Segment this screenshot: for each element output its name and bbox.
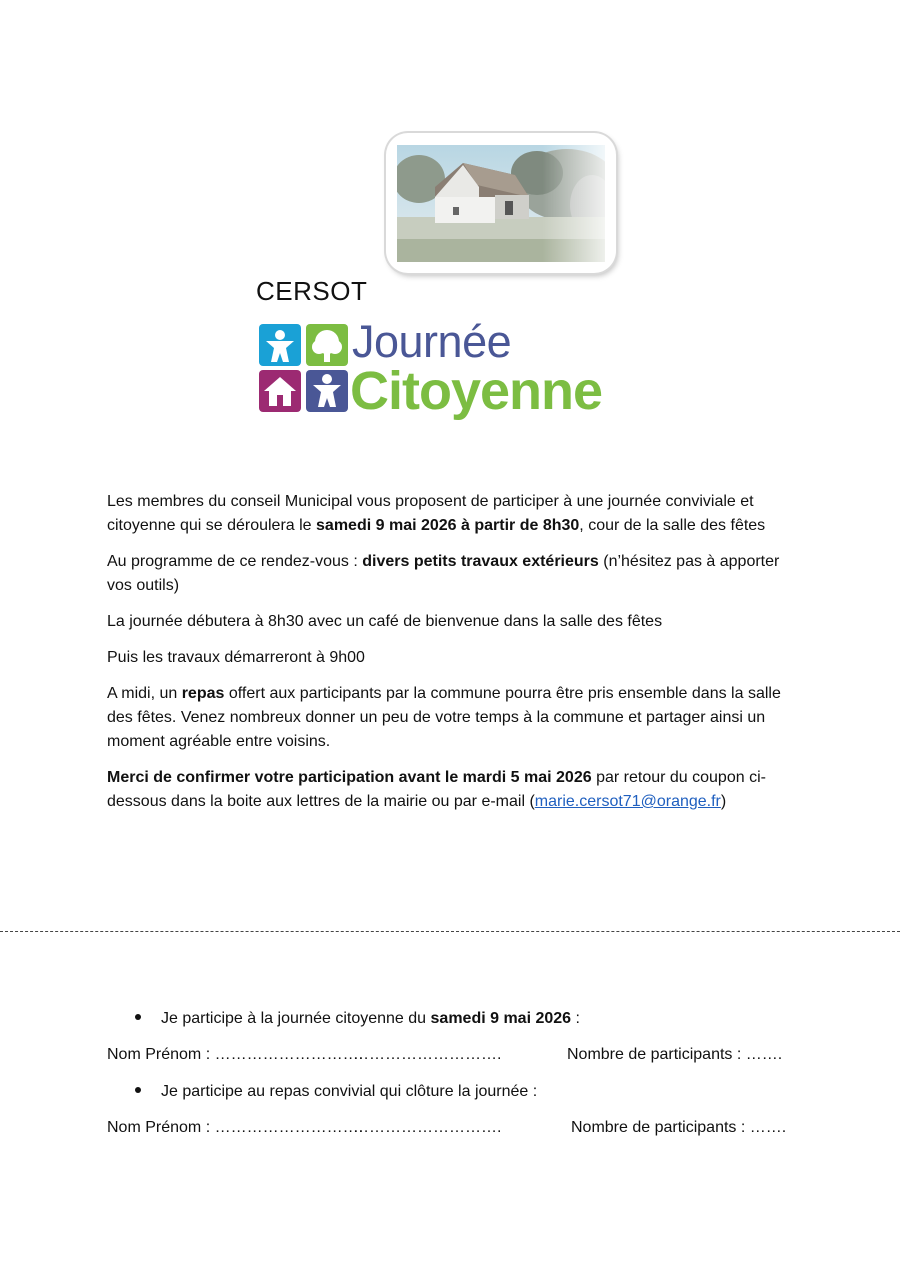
bullet-icon [135,1014,141,1020]
coupon-name-field-1[interactable]: Nom Prénom : ………………………. [107,1046,364,1063]
logo-title-journee: Journée [352,316,512,367]
coupon-name-dots-2[interactable]: ………………………. [353,1119,502,1136]
coupon-item-meal: Je participe au repas convivial qui clôture la journée : [135,1080,537,1104]
paragraph-intro: Les membres du conseil Municipal vous proposent de participer à une journée conviviale et citoyenne qui se déroulera le samedi 9 mai 2026 à partir de 8h30, cour de la salle des fêtes [107,493,766,534]
paragraph-work-time: Puis les travaux démarreront à 9h00 [107,649,365,666]
paragraph-start-time: La journée débutera à 8h30 avec un café de bienvenue dans la salle des fêtes [107,613,663,630]
coupon-name-dots-1[interactable]: ………………………. [353,1046,502,1063]
journee-citoyenne-logo-icons [259,322,351,414]
coupon-name-field-2[interactable]: Nom Prénom : ………………………. [107,1119,364,1136]
coupon-item-day: Je participe à la journée citoyenne du samedi 9 mai 2026 : [135,1007,580,1031]
logo-title-citoyenne: Citoyenne [350,361,603,421]
village-hall-image [397,145,605,262]
coupon-count-field-1[interactable]: Nombre de participants : ……. [567,1046,783,1063]
email-link[interactable]: marie.cersot71@orange.fr [534,793,721,810]
coupon-count-field-2[interactable]: Nombre de participants : ……. [571,1119,787,1136]
coupon-cut-line [0,931,900,932]
village-hall-photo [386,133,616,273]
paragraph-confirm: Merci de confirmer votre participation avant le mardi 5 mai 2026 par retour du coupon ci-dessous dans la boite aux lettres de la mairie ou par e-mail (marie.cersot71@orange.fr) [107,769,766,810]
town-name: CERSOT [256,276,368,306]
paragraph-program: Au programme de ce rendez-vous : divers petits travaux extérieurs (n’hésitez pas à apporter vos outils) [107,553,780,594]
bullet-icon [135,1087,141,1093]
paragraph-lunch: A midi, un repas offert aux participants par la commune pourra être pris ensemble dans la salle des fêtes. Venez nombreux donner un peu de votre temps à la commune et partager ainsi un moment agréable entre voisins. [107,685,781,750]
